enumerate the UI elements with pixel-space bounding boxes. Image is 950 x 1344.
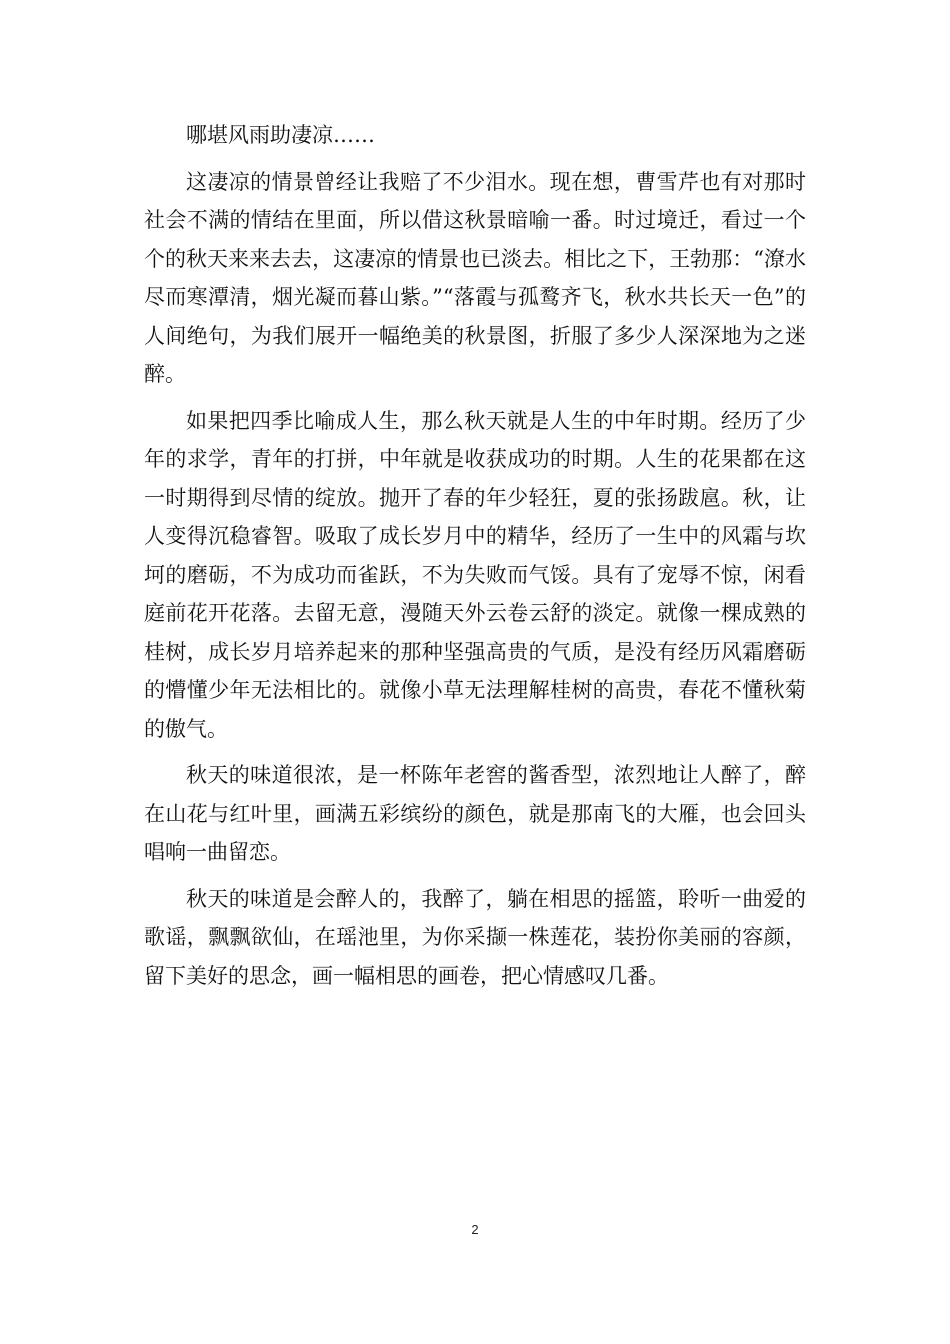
- paragraph-1: 哪堪风雨助凄凉……: [186, 123, 375, 147]
- paragraph-5: 秋天的味道是会醉人的，我醉了，躺在相思的摇篮，聆听一曲爱的歌谣，飘飘欲仙，在瑶池里，为你采撷一株莲花，装扮你美丽的容颜，留下美好的思念，画一幅相思的画卷，把心情感叹几番。: [144, 886, 806, 988]
- paragraph-4: 秋天的味道很浓，是一杯陈年老窖的酱香型，浓烈地让人醉了，醉在山花与红叶里，画满五彩缤纷的颜色，就是那南飞的大雁，也会回头唱响一曲留恋。: [144, 763, 806, 864]
- paragraph-3: 如果把四季比喻成人生，那么秋天就是人生的中年时期。经历了少年的求学，青年的打拼，中年就是收获成功的时期。人生的花果都在这一时期得到尽情的绽放。抛开了春的年少轻狂，夏的张扬跋扈。秋，让人变得沉稳睿智。吸取了成长岁月中的精华，经历了一生中的风霜与坎坷的磨砺，不为成功而雀跃，不为失败而气馁。具有了宠辱不惊，闲看庭前花开花落。去留无意，漫随天外云卷云舒的淡定。就像一棵成熟的桂树，成长岁月培养起来的那种坚强高贵的气质，是没有经历风霜磨砺的懵懂少年无法相比的。就像小草无法理解桂树的高贵，春花不懂秋菊的傲气。: [144, 408, 806, 741]
- page-number: 2: [471, 1222, 479, 1237]
- document-body: [144, 116, 806, 995]
- paragraph-2: 这凄凉的情景曾经让我赔了不少泪水。现在想，曹雪芹也有对那时社会不满的情结在里面，所以借这秋景暗喻一番。时过境迁，看过一个个的秋天来来去去，这凄凉的情景也已淡去。相比之下，王勃那：“潦水尽而寒潭清，烟光凝而暮山紫。”“落霞与孤鹜齐飞，秋水共长天一色”的人间绝句，为我们展开一幅绝美的秋景图，折服了多少人深深地为之迷醉。: [144, 169, 806, 386]
